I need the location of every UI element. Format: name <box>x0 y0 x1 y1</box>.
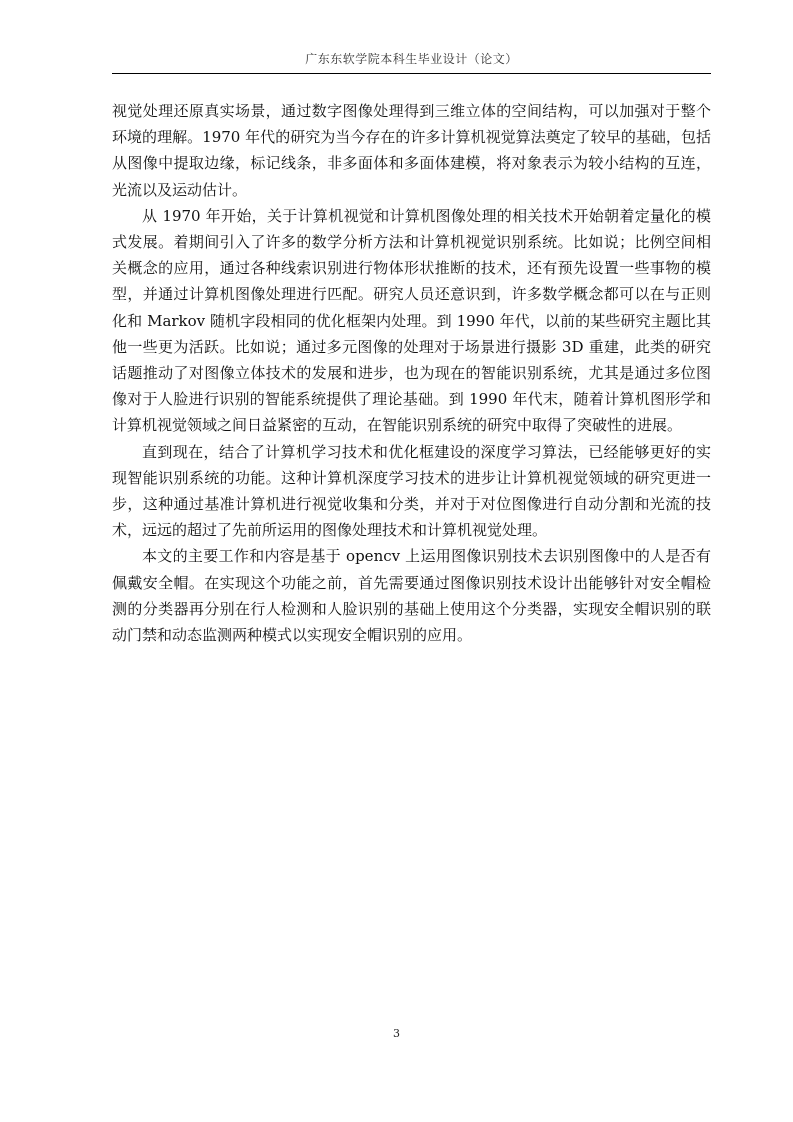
paragraph-deep-learning: 直到现在，结合了计算机学习技术和优化框建设的深度学习算法，已经能够更好的实现智能识别系统的功能。这种计算机深度学习技术的进步让计算机视觉领域的研究更进一步，这种通过基准计算机进行视觉收集和分类，并对于对位图像进行自动分割和光流的技术，远远的超过了先前所运用的图像处理技术和计算机视觉处理。 <box>112 442 711 540</box>
paragraph-continuation: 视觉处理还原真实场景，通过数字图像处理得到三维立体的空间结构，可以加强对于整个环境的理解。1970 年代的研究为当今存在的许多计算机视觉算法奠定了较早的基础，包括从图像中提取边缘，标记线条，非多面体和多面体建模，将对象表示为较小结构的互连，光流以及运动估计。 <box>112 102 711 199</box>
body-text <box>112 98 711 648</box>
running-header: 广东东软学院本科生毕业设计（论文） <box>305 52 518 66</box>
page-number: 3 <box>393 1027 400 1040</box>
header-divider <box>112 73 711 74</box>
paragraph-main-work: 本文的主要工作和内容是基于 opencv 上运用图像识别技术去识别图像中的人是否有佩戴安全帽。在实现这个功能之前，首先需要通过图像识别技术设计出能够针对安全帽检测的分类器再分别在行人检测和人脸识别的基础上使用这个分类器，实现安全帽识别的联动门禁和动态监测两种模式以实现安全帽识别的应用。 <box>112 547 711 645</box>
paragraph-history-1970: 从 1970 年开始，关于计算机视觉和计算机图像处理的相关技术开始朝着定量化的模式发展。着期间引入了许多的数学分析方法和计算机视觉识别系统。比如说；比例空间相关概念的应用，通过各种线索识别进行物体形状推断的技术，还有预先设置一些事物的模型，并通过计算机图像处理进行匹配。研究人员还意识到，许多数学概念都可以在与正则化和 Markov 随机字段相同的优化框架内处理。到 1990 年代，以前的某些研究主题比其他一些更为活跃。比如说；通过多元图像的处理对于场景进行摄影 3D 重建，此类的研究话题推动了对图像立体技术的发展和进步，也为现在的智能识别系统，尤其是通过多位图像对于人脸进行识别的智能系统提供了理论基础。到 1990 年代末，随着计算机图形学和计算机视觉领域之间日益紧密的互动，在智能识别系统的研究中取得了突破性的进展。 <box>112 206 711 435</box>
